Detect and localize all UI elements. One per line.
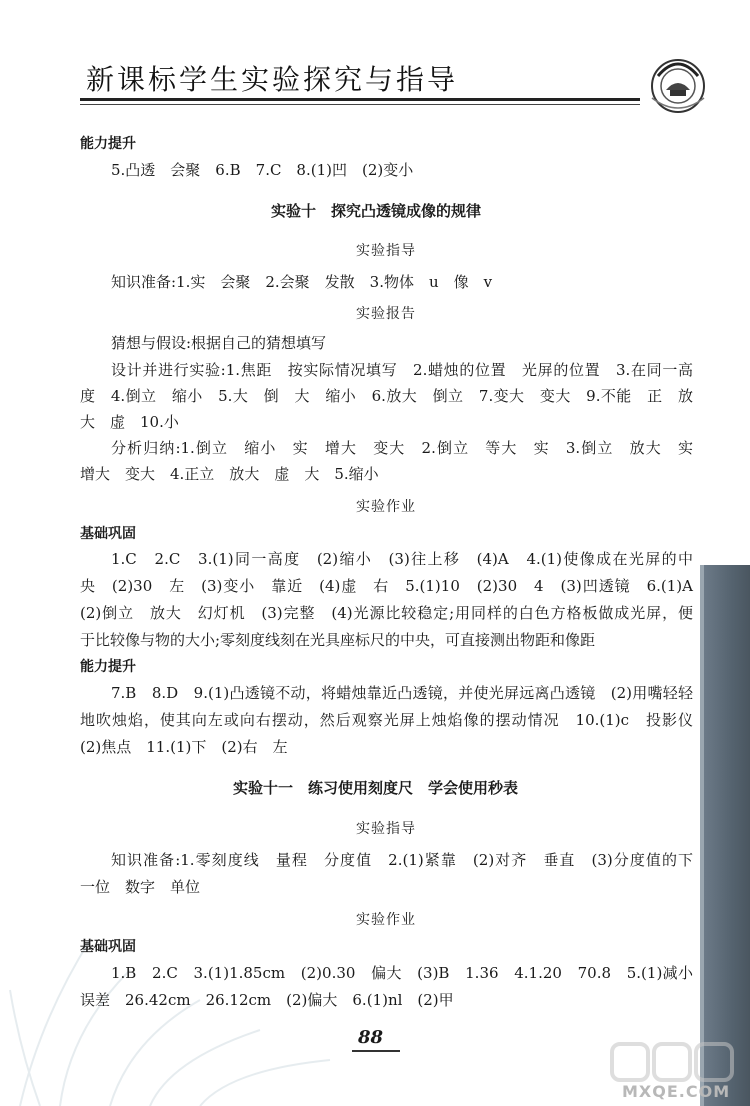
answer-line: 央 (2)30 左 (3)变小 靠近 (4)虚 右 5.(1)10 (2)30 4 (3)凹透镜 6.(1)A xyxy=(80,577,693,595)
page-number: 88 xyxy=(358,1027,384,1048)
answer-line: 于比较像与物的大小;零刻度线刻在光具座标尺的中央，可直接测出物距和像距 xyxy=(80,631,596,649)
answer-line: (2)焦点 11.(1)下 (2)右 左 xyxy=(80,738,288,756)
answer-line: 知识准备:1.实 会聚 2.会聚 发散 3.物体 u 像 v xyxy=(111,273,493,291)
header-rule-thin xyxy=(80,104,640,105)
experiment-heading: 实验十一 练习使用刻度尺 学会使用秒表 xyxy=(233,779,519,797)
book-title: 新课标学生实验探究与指导 xyxy=(86,63,459,96)
answer-line: 猜想与假设:根据自己的猜想填写 xyxy=(111,334,327,352)
section-label: 能力提升 xyxy=(80,136,136,152)
publisher-logo-icon xyxy=(640,46,716,122)
answer-line: 误差 26.42cm 26.12cm (2)偏大 6.(1)nl (2)甲 xyxy=(80,991,454,1009)
answer-line: 地吹烛焰，使其向左或向右摆动，然后观察光屏上烛焰像的摆动情况 10.(1)c 投影仪 xyxy=(80,711,693,729)
answer-line: 度 4.倒立 缩小 5.大 倒 大 缩小 6.放大 倒立 7.变大 变大 9.不能 正 放 xyxy=(80,387,693,405)
answer-line: 增大 变大 4.正立 放大 虚 大 5.缩小 xyxy=(80,465,379,483)
section-label: 能力提升 xyxy=(80,659,136,675)
subsection-label: 实验指导 xyxy=(356,243,416,259)
experiment-heading: 实验十 探究凸透镜成像的规律 xyxy=(271,202,482,220)
answer-line: (2)倒立 放大 幻灯机 (3)完整 (4)光源比较稳定;用同样的白色方格板做成光屏，便 xyxy=(80,604,693,622)
answer-line: 分析归纳:1.倒立 缩小 实 增大 变大 2.倒立 等大 实 3.倒立 放大 实 xyxy=(111,439,693,457)
answer-line: 大 虚 10.小 xyxy=(80,413,179,431)
answer-line: 知识准备:1.零刻度线 量程 分度值 2.(1)紧靠 (2)对齐 垂直 (3)分度值的下 xyxy=(111,851,693,869)
header-rule xyxy=(80,98,640,101)
subsection-label: 实验报告 xyxy=(356,306,416,322)
answer-line: 1.B 2.C 3.(1)1.85cm (2)0.30 偏大 (3)B 1.36 4.1.20 70.8 5.(1)减小 xyxy=(111,964,693,982)
page-number-underline xyxy=(352,1050,400,1052)
answer-line: 7.B 8.D 9.(1)凸透镜不动，将蜡烛靠近凸透镜，并使光屏远离凸透镜 (2)用嘴轻轻 xyxy=(111,684,693,702)
page-side-band xyxy=(704,565,750,1106)
answer-line: 1.C 2.C 3.(1)同一高度 (2)缩小 (3)往上移 (4)A 4.(1)使像成在光屏的中 xyxy=(111,550,693,568)
answer-line: 设计并进行实验:1.焦距 按实际情况填写 2.蜡烛的位置 光屏的位置 3.在同一高 xyxy=(111,361,693,379)
watermark-url: MXQE.COM xyxy=(622,1082,731,1101)
subsection-label: 实验指导 xyxy=(356,821,416,837)
subsection-label: 实验作业 xyxy=(356,499,416,515)
answer-line: 一位 数字 单位 xyxy=(80,878,201,896)
subsection-label: 实验作业 xyxy=(356,912,416,928)
section-label: 基础巩固 xyxy=(80,939,136,955)
section-label: 基础巩固 xyxy=(80,526,136,542)
answer-line: 5.凸透 会聚 6.B 7.C 8.(1)凹 (2)变小 xyxy=(111,161,414,179)
